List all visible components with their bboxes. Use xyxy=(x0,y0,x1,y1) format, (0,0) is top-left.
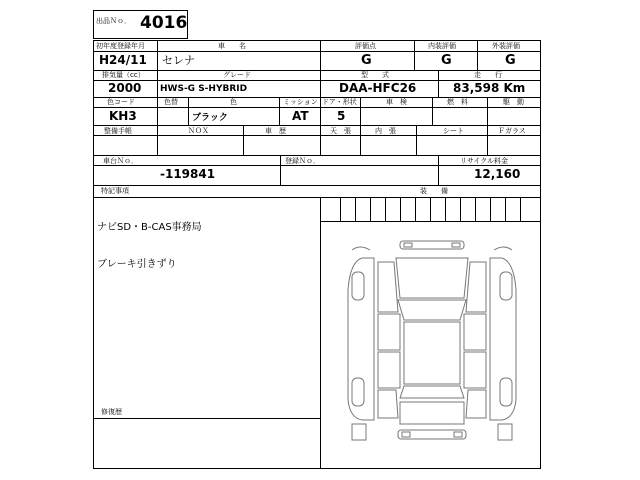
registration-no-label: 登録Ｎｏ． xyxy=(285,157,320,165)
doors-value: 5 xyxy=(337,109,346,123)
lot-number: 4016 xyxy=(140,13,188,33)
grade-value: HWS-G S-HYBRID xyxy=(160,84,248,94)
repair-history-label: 修復歴 xyxy=(101,408,122,416)
grade-label: グレード xyxy=(223,71,251,79)
mileage-label: 走 行 xyxy=(474,71,502,79)
transmission-label: ミッション xyxy=(283,98,318,106)
lot-label: 出品Ｎｏ． xyxy=(96,17,131,25)
color-code-value: KH3 xyxy=(109,109,137,123)
displacement-value: 2000 xyxy=(108,81,142,95)
displacement-label: 排気量（cc） xyxy=(102,71,145,79)
recycle-fee-label: リサイクル料金 xyxy=(460,157,509,165)
mileage-value: 83,598 Km xyxy=(453,81,526,95)
notes-label: 特記事項 xyxy=(101,187,129,195)
model-value: DAA-HFC26 xyxy=(339,81,417,95)
interior-rating-label: 内装評価 xyxy=(428,42,456,50)
interior-rating-value: G xyxy=(441,53,452,68)
drive-label: 駆 動 xyxy=(503,98,524,106)
glass-label: Ｆガラス xyxy=(498,127,526,135)
rating-value: G xyxy=(361,53,372,68)
exterior-rating-label: 外装評価 xyxy=(492,42,520,50)
car-name-value: セレナ xyxy=(162,54,195,67)
car-name-label: 車 名 xyxy=(218,42,246,50)
seat-label: シート xyxy=(443,127,464,135)
interior-label: 内 張 xyxy=(375,127,396,135)
color-label: 色 xyxy=(230,98,237,106)
chassis-no-value: -119841 xyxy=(160,167,216,181)
transmission-value: AT xyxy=(292,109,309,123)
history-label: 車 歴 xyxy=(265,127,286,135)
recycle-fee-value: 12,160 xyxy=(474,167,521,181)
color-change-label: 色替 xyxy=(164,98,178,106)
color-value: ブラック xyxy=(192,113,228,123)
sunroof-label: 天 張 xyxy=(330,127,351,135)
vehicle-inspection-label: 車 検 xyxy=(386,98,407,106)
door-shape-label: ドア・形状 xyxy=(322,98,357,106)
chassis-no-label: 車台Ｎｏ． xyxy=(103,157,138,165)
nox-label: ＮＯＸ xyxy=(188,127,209,135)
car-damage-diagram xyxy=(348,241,516,440)
fuel-label: 燃 料 xyxy=(447,98,468,106)
model-label: 型 式 xyxy=(361,71,389,79)
exterior-rating-value: G xyxy=(505,53,516,68)
equipment-label: 装 備 xyxy=(420,187,448,195)
note-line-1: ナビSD・B-CAS事務局 xyxy=(97,222,202,233)
note-line-2: ブレーキ引きずり xyxy=(97,259,177,270)
registration-label: 初年度登録年月 xyxy=(96,42,145,50)
maintenance-label: 整備手帳 xyxy=(104,127,132,135)
color-code-label: 色コード xyxy=(107,98,135,106)
rating-label: 評価点 xyxy=(355,42,376,50)
registration-value: H24/11 xyxy=(99,53,147,67)
